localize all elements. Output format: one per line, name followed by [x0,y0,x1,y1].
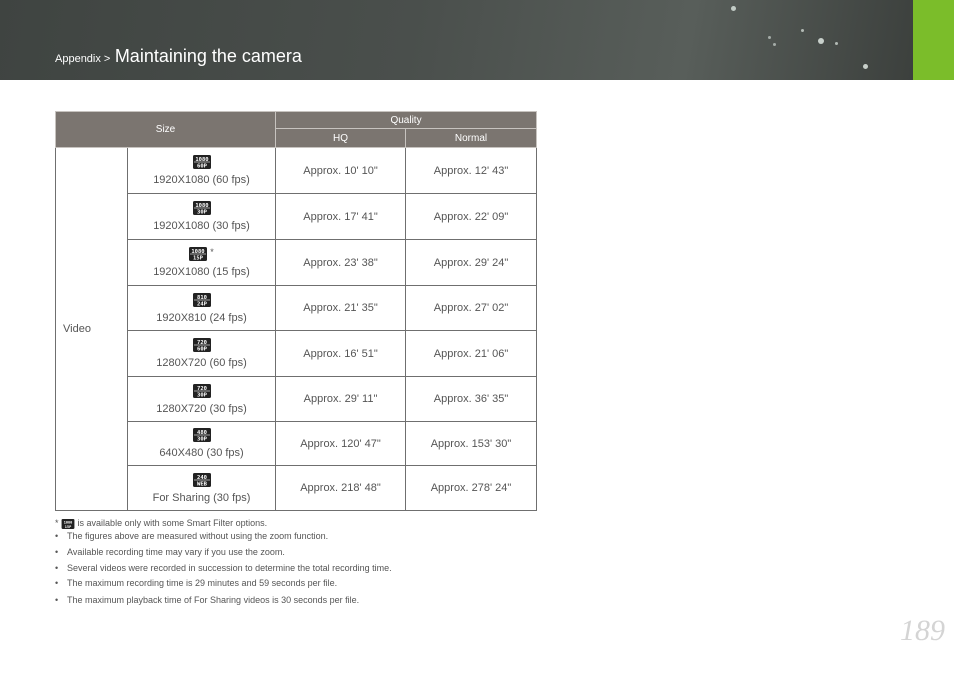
svg-text:30P: 30P [196,209,207,215]
hq-time: Approx. 120' 47" [276,422,406,466]
breadcrumb-parent: Appendix > [55,53,111,65]
video-size-icon [193,338,211,352]
star-note [55,518,267,529]
hq-time: Approx. 29' 11" [276,377,406,422]
size-label: For Sharing (30 fps) [152,491,251,504]
svg-text:720: 720 [196,385,207,392]
size-cell [128,286,276,331]
svg-text:15P: 15P [193,255,204,261]
video-size-1080-15p-icon [61,519,75,529]
size-cell [128,422,276,466]
size-label: 1920X810 (24 fps) [156,311,247,324]
size-label: 1280X720 (60 fps) [156,357,247,369]
svg-text:810: 810 [196,294,207,301]
svg-text:30P: 30P [196,436,207,442]
size-cell [128,466,276,511]
bullet-item: • The maximum playback time of For Sharing videos is 30 seconds per file. [55,595,360,605]
hq-time: Approx. 21' 35" [276,286,406,331]
svg-text:60P: 60P [196,163,207,169]
hq-time: Approx. 218' 48" [276,466,406,511]
icon-top-text: 1080 [63,519,73,524]
normal-time: Approx. 278' 24" [406,466,537,511]
hq-time: Approx. 17' 41" [276,194,406,240]
size-label: 1920X1080 (30 fps) [153,220,250,232]
table-row [56,331,537,377]
video-size-icon [193,473,211,487]
chapter-tab [913,0,954,80]
svg-text:30P: 30P [196,392,207,398]
table-row [56,194,537,240]
size-label: 640X480 (30 fps) [159,447,244,459]
hq-time: Approx. 23' 38" [276,240,406,286]
video-size-icon [189,247,207,261]
breadcrumb [55,46,302,67]
page-title: Maintaining the camera [114,46,302,66]
table-row [56,422,537,466]
normal-time: Approx. 29' 24" [406,240,537,286]
star-mark: * [55,518,59,528]
svg-text:1080: 1080 [191,249,205,255]
star-mark: * [210,247,214,257]
size-cell [128,240,276,286]
normal-time: Approx. 153' 30" [406,422,537,466]
page-header [0,0,913,80]
bullet-item: • Several videos were recorded in succession to determine the total recording time. [55,563,392,573]
normal-time: Approx. 12' 43" [406,148,537,194]
row-group-label: Video [56,148,128,511]
video-size-icon [193,428,211,442]
normal-time: Approx. 21' 06" [406,331,537,377]
svg-text:720: 720 [196,340,207,346]
size-label: 1280X720 (30 fps) [156,402,247,415]
size-label: 1920X1080 (60 fps) [153,174,250,186]
svg-text:WEB: WEB [196,481,207,487]
table-row [56,148,537,194]
svg-text:1080: 1080 [194,203,209,209]
svg-text:240: 240 [196,474,207,481]
svg-text:24P: 24P [196,301,207,307]
page-number: 189 [900,614,945,647]
table-row [56,377,537,422]
hq-header: HQ [276,129,406,148]
normal-time: Approx. 36' 35" [406,377,537,422]
normal-time: Approx. 27' 02" [406,286,537,331]
recording-time-table [55,111,537,511]
svg-text:480: 480 [196,430,207,436]
hq-time: Approx. 16' 51" [276,331,406,377]
size-cell [128,148,276,194]
star-note-text: is available only with some Smart Filter options. [77,518,268,528]
size-cell [128,331,276,377]
table-row [56,286,537,331]
icon-bottom-text: 15P [64,524,72,529]
bullet-item: • The maximum recording time is 29 minutes and 59 seconds per file. [55,578,338,588]
video-size-icon [193,201,211,215]
normal-time: Approx. 22' 09" [406,194,537,240]
bullet-item: • Available recording time may vary if you use the zoom. [55,547,285,557]
table-row [56,240,537,286]
video-size-icon [193,155,211,169]
size-header: Size [56,112,276,148]
bullet-item: • The figures above are measured without using the zoom function. [55,531,329,541]
svg-text:60P: 60P [196,346,207,352]
table-row [56,466,537,511]
hq-time: Approx. 10' 10" [276,148,406,194]
video-size-icon [193,384,211,398]
svg-text:1080: 1080 [194,157,209,163]
size-label: 1920X1080 (15 fps) [153,266,250,278]
normal-header: Normal [406,129,537,148]
size-cell [128,377,276,422]
quality-header: Quality [276,112,537,129]
size-cell [128,194,276,240]
video-size-icon [193,293,211,307]
